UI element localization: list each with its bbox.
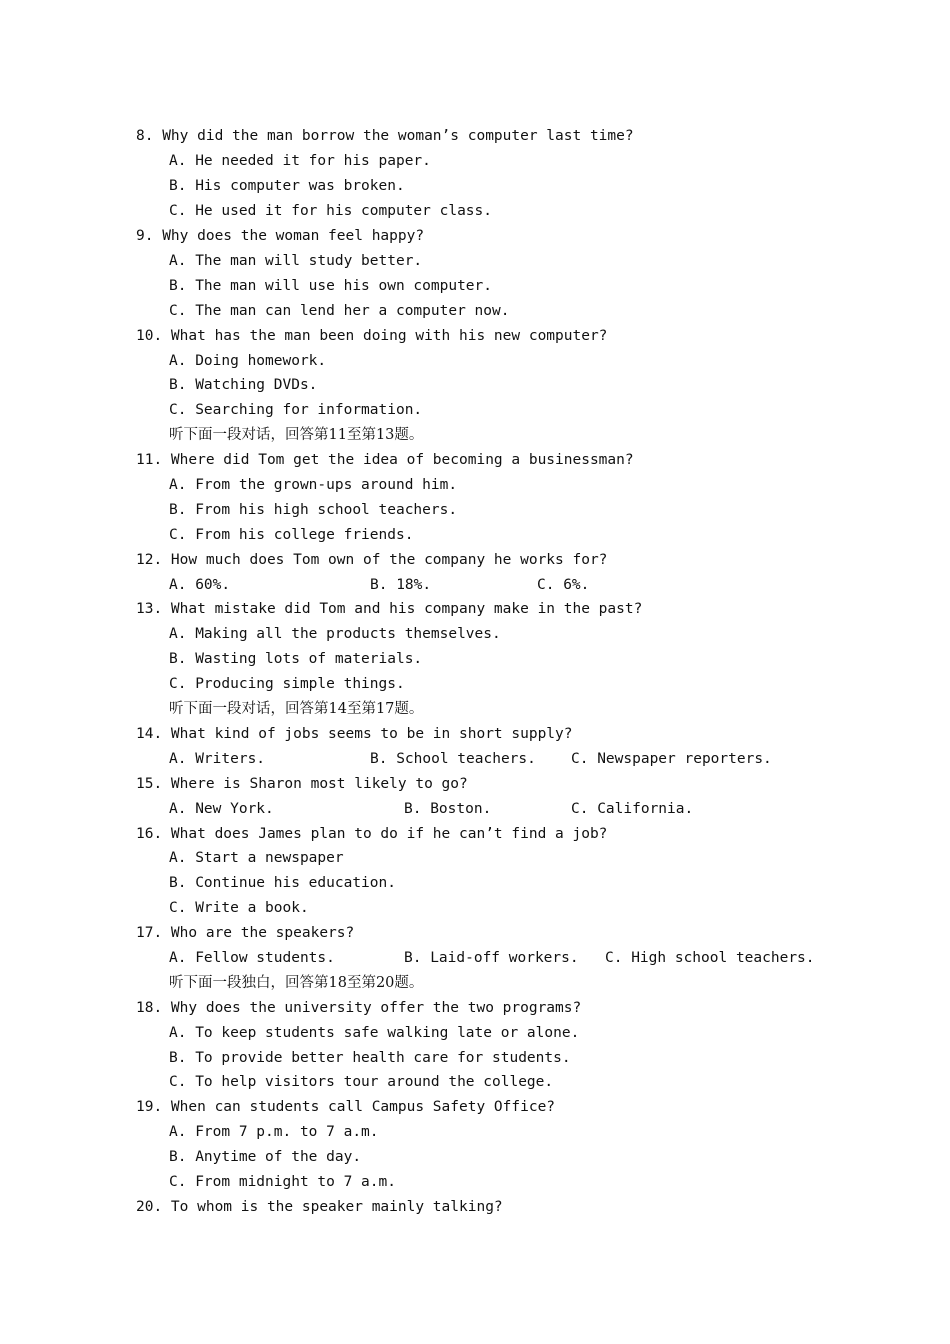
question-8: 8. Why did the man borrow the woman’s computer last time?: [136, 128, 634, 144]
question-9: 9. Why does the woman feel happy?: [136, 228, 425, 244]
option-13c: C. Producing simple things.: [169, 676, 405, 692]
section-instruction-11-13: 听下面一段对话，回答第11至第13题。: [169, 427, 424, 443]
question-10: 10. What has the man been doing with his new computer?: [136, 328, 608, 344]
question-13: 13. What mistake did Tom and his company make in the past?: [136, 601, 643, 617]
option-18a: A. To keep students safe walking late or alone.: [169, 1025, 580, 1041]
option-16c: C. Write a book.: [169, 900, 309, 916]
option-15c: C. California.: [571, 801, 694, 817]
option-8b: B. His computer was broken.: [169, 178, 405, 194]
option-13b: B. Wasting lots of materials.: [169, 651, 423, 667]
option-11c: C. From his college friends.: [169, 527, 414, 543]
option-13a: A. Making all the products themselves.: [169, 626, 501, 642]
option-14c: C. Newspaper reporters.: [571, 751, 772, 767]
question-16: 16. What does James plan to do if he can’t find a job?: [136, 826, 608, 842]
option-9b: B. The man will use his own computer.: [169, 278, 493, 294]
option-19b: B. Anytime of the day.: [169, 1149, 362, 1165]
question-15: 15. Where is Sharon most likely to go?: [136, 776, 468, 792]
option-9c: C. The man can lend her a computer now.: [169, 303, 510, 319]
option-14b: B. School teachers.: [370, 751, 536, 767]
option-11a: A. From the grown-ups around him.: [169, 477, 458, 493]
option-16a: A. Start a newspaper: [169, 850, 344, 866]
option-8c: C. He used it for his computer class.: [169, 203, 493, 219]
option-12b: B. 18%.: [370, 577, 432, 593]
question-11: 11. Where did Tom get the idea of becoming a businessman?: [136, 452, 634, 468]
option-9a: A. The man will study better.: [169, 253, 423, 269]
option-10c: C. Searching for information.: [169, 402, 423, 418]
option-14a: A. Writers.: [169, 751, 266, 767]
option-19c: C. From midnight to 7 a.m.: [169, 1174, 396, 1190]
option-12c: C. 6%.: [537, 577, 590, 593]
question-12: 12. How much does Tom own of the company he works for?: [136, 552, 608, 568]
section-instruction-18-20: 听下面一段独白，回答第18至第20题。: [169, 975, 424, 991]
option-10b: B. Watching DVDs.: [169, 377, 318, 393]
option-17a: A. Fellow students.: [169, 950, 335, 966]
option-16b: B. Continue his education.: [169, 875, 396, 891]
section-instruction-14-17: 听下面一段对话，回答第14至第17题。: [169, 701, 424, 717]
option-17c: C. High school teachers.: [605, 950, 815, 966]
option-12a: A. 60%.: [169, 577, 231, 593]
option-17b: B. Laid-off workers.: [404, 950, 579, 966]
option-19a: A. From 7 p.m. to 7 a.m.: [169, 1124, 379, 1140]
question-19: 19. When can students call Campus Safety Office?: [136, 1099, 556, 1115]
option-18c: C. To help visitors tour around the college.: [169, 1074, 554, 1090]
question-14: 14. What kind of jobs seems to be in short supply?: [136, 726, 573, 742]
option-18b: B. To provide better health care for students.: [169, 1050, 571, 1066]
option-15a: A. New York.: [169, 801, 274, 817]
question-18: 18. Why does the university offer the two programs?: [136, 1000, 582, 1016]
question-17: 17. Who are the speakers?: [136, 925, 355, 941]
option-15b: B. Boston.: [404, 801, 492, 817]
option-11b: B. From his high school teachers.: [169, 502, 458, 518]
option-8a: A. He needed it for his paper.: [169, 153, 431, 169]
option-10a: A. Doing homework.: [169, 353, 327, 369]
question-20: 20. To whom is the speaker mainly talking?: [136, 1199, 503, 1215]
